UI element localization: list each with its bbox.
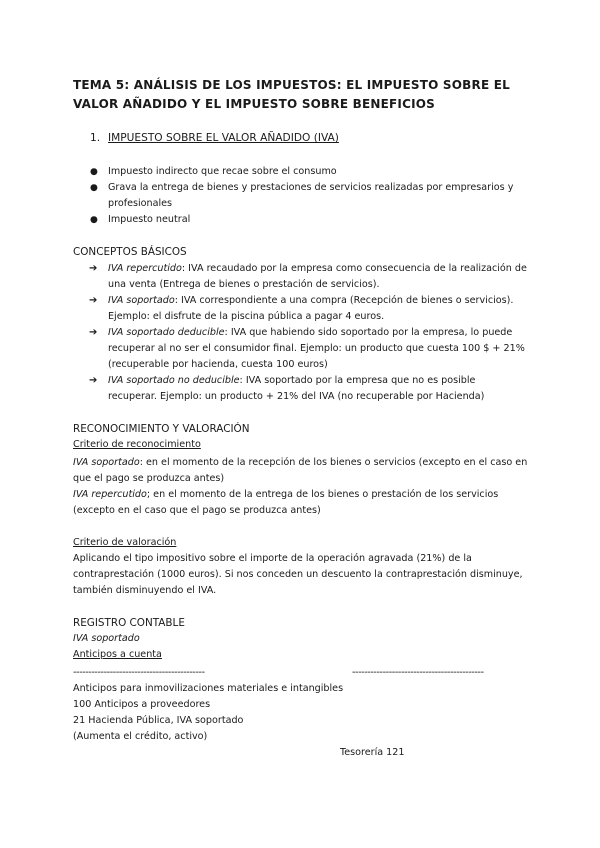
registro-line: 100 Anticipos a proveedores (73, 699, 211, 710)
valoracion-line: también disminuyendo el IVA. (73, 585, 217, 596)
bullet-text: Grava la entrega de bienes y prestaciones de servicios realizadas por empresarios y (108, 182, 514, 193)
concept-line: una venta (Entrega de bienes o prestación de servicios). (108, 279, 380, 290)
reconocimiento-line: que el pago se produzca antes) (73, 473, 225, 484)
reconocimiento-line: IVA soportado: en el momento de la recepción de los bienes o servicios (excepto en el caso en (73, 457, 528, 468)
arrow-right-icon: ➔ (89, 263, 98, 274)
concept-line: Ejemplo: el disfrute de la piscina pública a pagar 4 euros. (108, 311, 385, 322)
section-number: 1. (90, 132, 101, 144)
registro-heading: REGISTRO CONTABLE (73, 617, 185, 629)
registro-line: (Aumenta el crédito, activo) (73, 731, 208, 742)
bullet-text-continued: profesionales (108, 198, 173, 209)
registro-subheading: IVA soportado (73, 633, 140, 644)
concept-line: recuperar al no ser el consumidor final. Ejemplo: un producto que cuesta 100 $ + 21% (108, 343, 525, 354)
bullet-icon: ● (90, 183, 98, 193)
dash-separator-left: ------------------------------------------- (73, 667, 205, 678)
bullet-text: Impuesto indirecto que recae sobre el consumo (108, 166, 337, 177)
concept-line: IVA soportado no deducible: IVA soportado por la empresa que no es posible (108, 375, 476, 386)
dash-separator-right: ------------------------------------------- (352, 667, 484, 678)
concept-line: recuperar. Ejemplo: un producto + 21% del IVA (no recuperable por Hacienda) (108, 391, 485, 402)
tesoreria-entry: Tesorería 121 (340, 747, 405, 758)
bullet-icon: ● (90, 215, 98, 225)
valoracion-line: Aplicando el tipo impositivo sobre el importe de la operación agravada (21%) de la (73, 553, 472, 564)
concept-line: IVA soportado: IVA correspondiente a una compra (Recepción de bienes o servicios). (108, 295, 514, 306)
section-heading: IMPUESTO SOBRE EL VALOR AÑADIDO (IVA) (108, 132, 339, 144)
criterio-reconocimiento-heading: Criterio de reconocimiento (73, 439, 201, 450)
title-line-1: TEMA 5: ANÁLISIS DE LOS IMPUESTOS: EL IMPUESTO SOBRE EL (73, 78, 510, 92)
title-line-2: VALOR AÑADIDO Y EL IMPUESTO SOBRE BENEFICIOS (73, 97, 435, 111)
concept-line: (recuperable por hacienda, cuesta 100 euros) (108, 359, 328, 370)
reconocimiento-line: IVA repercutido; en el momento de la entrega de los bienes o prestación de los servicios (73, 489, 499, 500)
bullet-icon: ● (90, 167, 98, 177)
conceptos-heading: CONCEPTOS BÁSICOS (73, 246, 187, 258)
concept-line: IVA repercutido: IVA recaudado por la empresa como consecuencia de la realización de (108, 263, 527, 274)
registro-line: 21 Hacienda Pública, IVA soportado (73, 715, 244, 726)
bullet-text: Impuesto neutral (108, 214, 191, 225)
document-title (73, 76, 533, 114)
anticipos-heading: Anticipos a cuenta (73, 649, 162, 660)
arrow-right-icon: ➔ (89, 327, 98, 338)
reconocimiento-line: (excepto en el caso que el pago se produzca antes) (73, 505, 321, 516)
reconocimiento-heading: RECONOCIMIENTO Y VALORACIÓN (73, 423, 250, 435)
arrow-right-icon: ➔ (89, 375, 98, 386)
arrow-right-icon: ➔ (89, 295, 98, 306)
criterio-valoracion-heading: Criterio de valoración (73, 537, 177, 548)
concept-line: IVA soportado deducible: IVA que habiendo sido soportado por la empresa, lo puede (108, 327, 513, 338)
registro-line: Anticipos para inmovilizaciones materiales e intangibles (73, 683, 344, 694)
valoracion-line: contraprestación (1000 euros). Si nos conceden un descuento la contraprestación disminuye, (73, 569, 523, 580)
